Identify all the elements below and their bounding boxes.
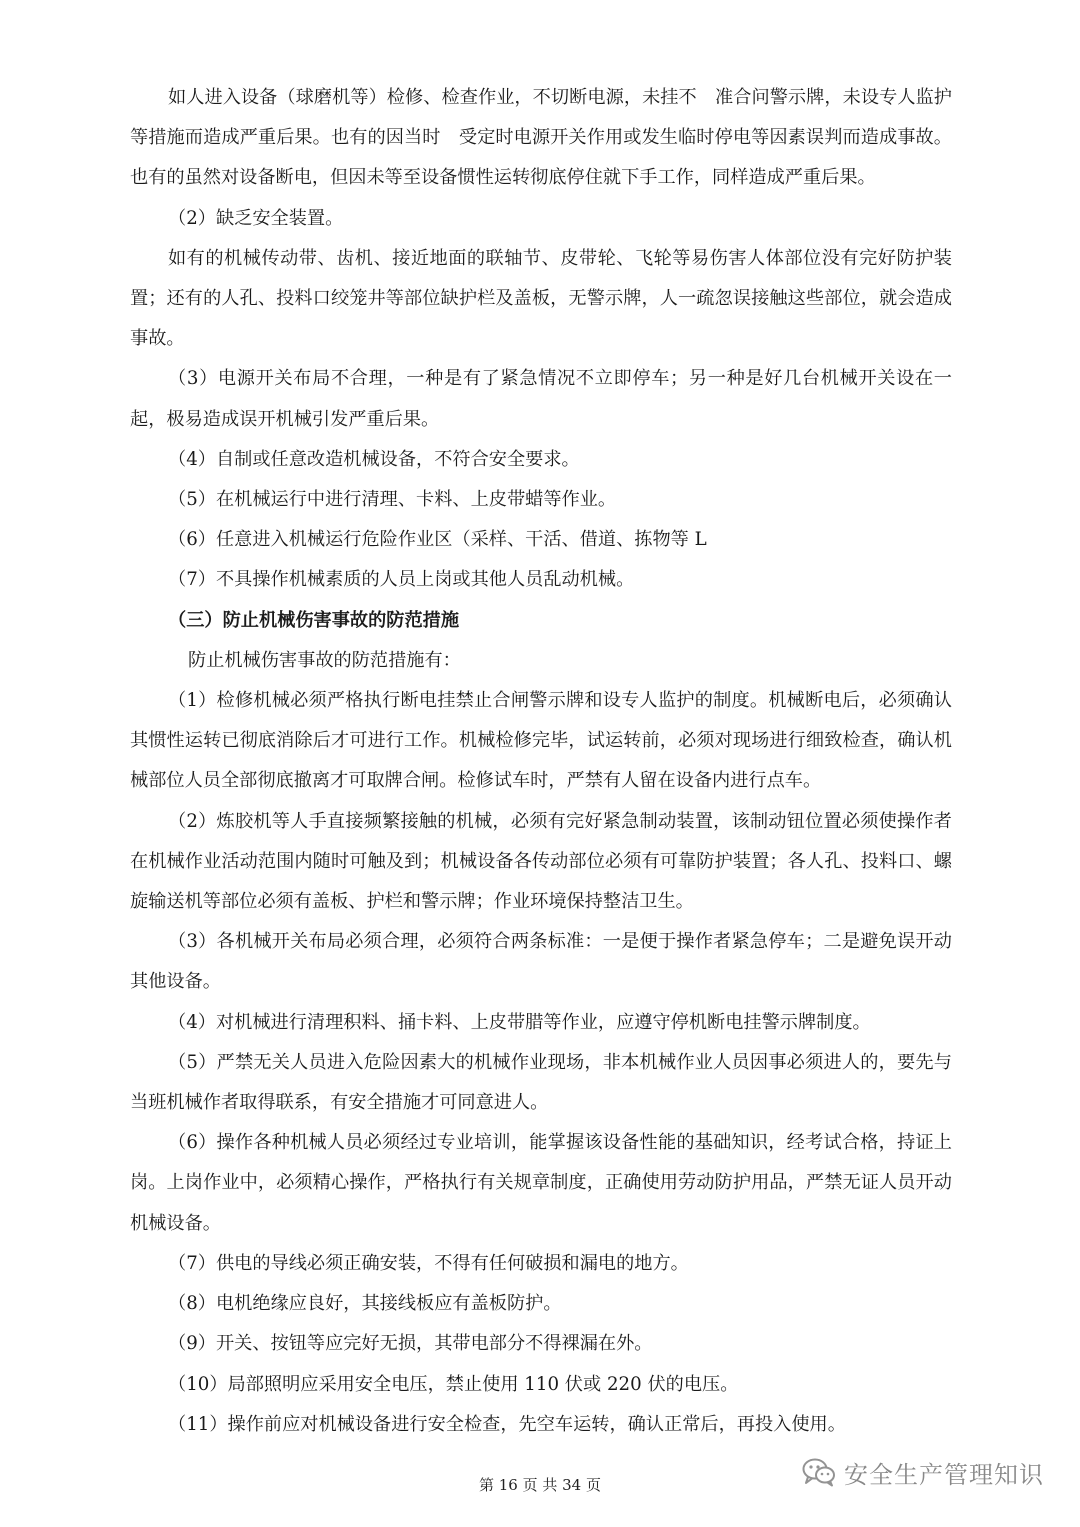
paragraph-5: （4）自制或任意改造机械设备，不符合安全要求。 [168,448,580,470]
paragraph-4: （3）电源开关布局不合理，一种是有了紧急情况不立即停车；另一种是好几台机械开关设在一起，极易造成误开机械引发严重后果。 [130,368,952,430]
paragraph-6: （5）在机械运行中进行清理、卡料、上皮带蜡等作业。 [168,489,617,511]
paragraph-7: （6）任意进入机械运行危险作业区（采样、干活、借道、拣物等 L [168,529,707,551]
section-heading: （三）防止机械伤害事故的防范措施 [168,609,460,631]
paragraph-measure-6: （6）操作各种机械人员必须经过专业培训，能掌握该设备性能的基础知识，经考试合格，持证上岗。上岗作业中，必须精心操作，严格执行有关规章制度，正确使用劳动防护用品，严禁无证人员开动机械设备。 [130,1132,952,1234]
paragraph-measure-4: （4）对机械进行清理积料、捅卡料、上皮带腊等作业，应遵守停机断电挂警示牌制度。 [168,1011,871,1033]
paragraph-measure-5: （5）严禁无关人员进入危险因素大的机械作业现场，非本机械作业人员因事必须进人的，要先与当班机械作者取得联系，有安全措施才可同意进人。 [130,1051,952,1114]
document-body [130,78,952,1445]
paragraph-measure-11: （11）操作前应对机械设备进行安全检查，先空车运转，确认正常后，再投入使用。 [168,1413,846,1435]
paragraph-measure-7: （7）供电的导线必须正确安装，不得有任何破损和漏电的地方。 [168,1252,689,1274]
paragraph-8: （7）不具操作机械素质的人员上岗或其他人员乱动机械。 [168,569,635,591]
watermark [802,1452,1044,1492]
paragraph-measure-1: （1）检修机械必须严格执行断电挂禁止合闸警示牌和设专人监护的制度。机械断电后，必须确认其惯性运转已彻底消除后才可进行工作。机械检修完毕，试运转前，必须对现场进行细致检查，确认机械部位人员全部彻底撤离才可取牌合闸。检修试车时，严禁有人留在设备内进行点车。 [130,690,952,792]
paragraph-measure-9: （9）开关、按钮等应完好无损，其带电部分不得裸漏在外。 [168,1333,653,1355]
page-number: 第 16 页 共 34 页 [478,1476,601,1494]
paragraph-1: 如人进入设备（球磨机等）检修、检查作业，不切断电源，未挂不 准合问警示牌，未设专人监护等措施而造成严重后果。也有的因当时 受定时电源开关作用或发生临时停电等因素误判而造成事故。也有的虽然对设备断电，但因未等至设备惯性运转彻底停住就下手工作，同样造成严重后果。 [130,87,952,189]
paragraph-intro: 防止机械伤害事故的防范措施有： [188,649,461,671]
wechat-icon [802,1457,836,1487]
paragraph-measure-2: （2）炼胶机等人手直接频繁接触的机械，必须有完好紧急制动装置，该制动钮位置必须使操作者在机械作业活动范围内随时可触及到；机械设备各传动部位必须有可靠防护装置；各人孔、投料口、螺旋输送机等部位必须有盖板、护栏和警示牌；作业环境保持整洁卫生。 [130,810,952,913]
paragraph-2: （2）缺乏安全装置。 [168,207,344,229]
paragraph-measure-8: （8）电机绝缘应良好，其接线板应有盖板防护。 [168,1293,562,1315]
paragraph-measure-3: （3）各机械开关布局必须合理，必须符合两条标准：一是便于操作者紧急停车；二是避免误开动其他设备。 [130,931,952,993]
watermark-text: 安全生产管理知识 [844,1460,1044,1489]
paragraph-3: 如有的机械传动带、齿机、接近地面的联轴节、皮带轮、飞轮等易伤害人体部位没有完好防护装置；还有的人孔、投料口绞笼井等部位缺护栏及盖板，无警示牌，人一疏忽误接触这些部位，就会造成事故。 [130,247,952,350]
paragraph-measure-10: （10）局部照明应采用安全电压，禁止使用 110 伏或 220 伏的电压。 [168,1373,739,1395]
